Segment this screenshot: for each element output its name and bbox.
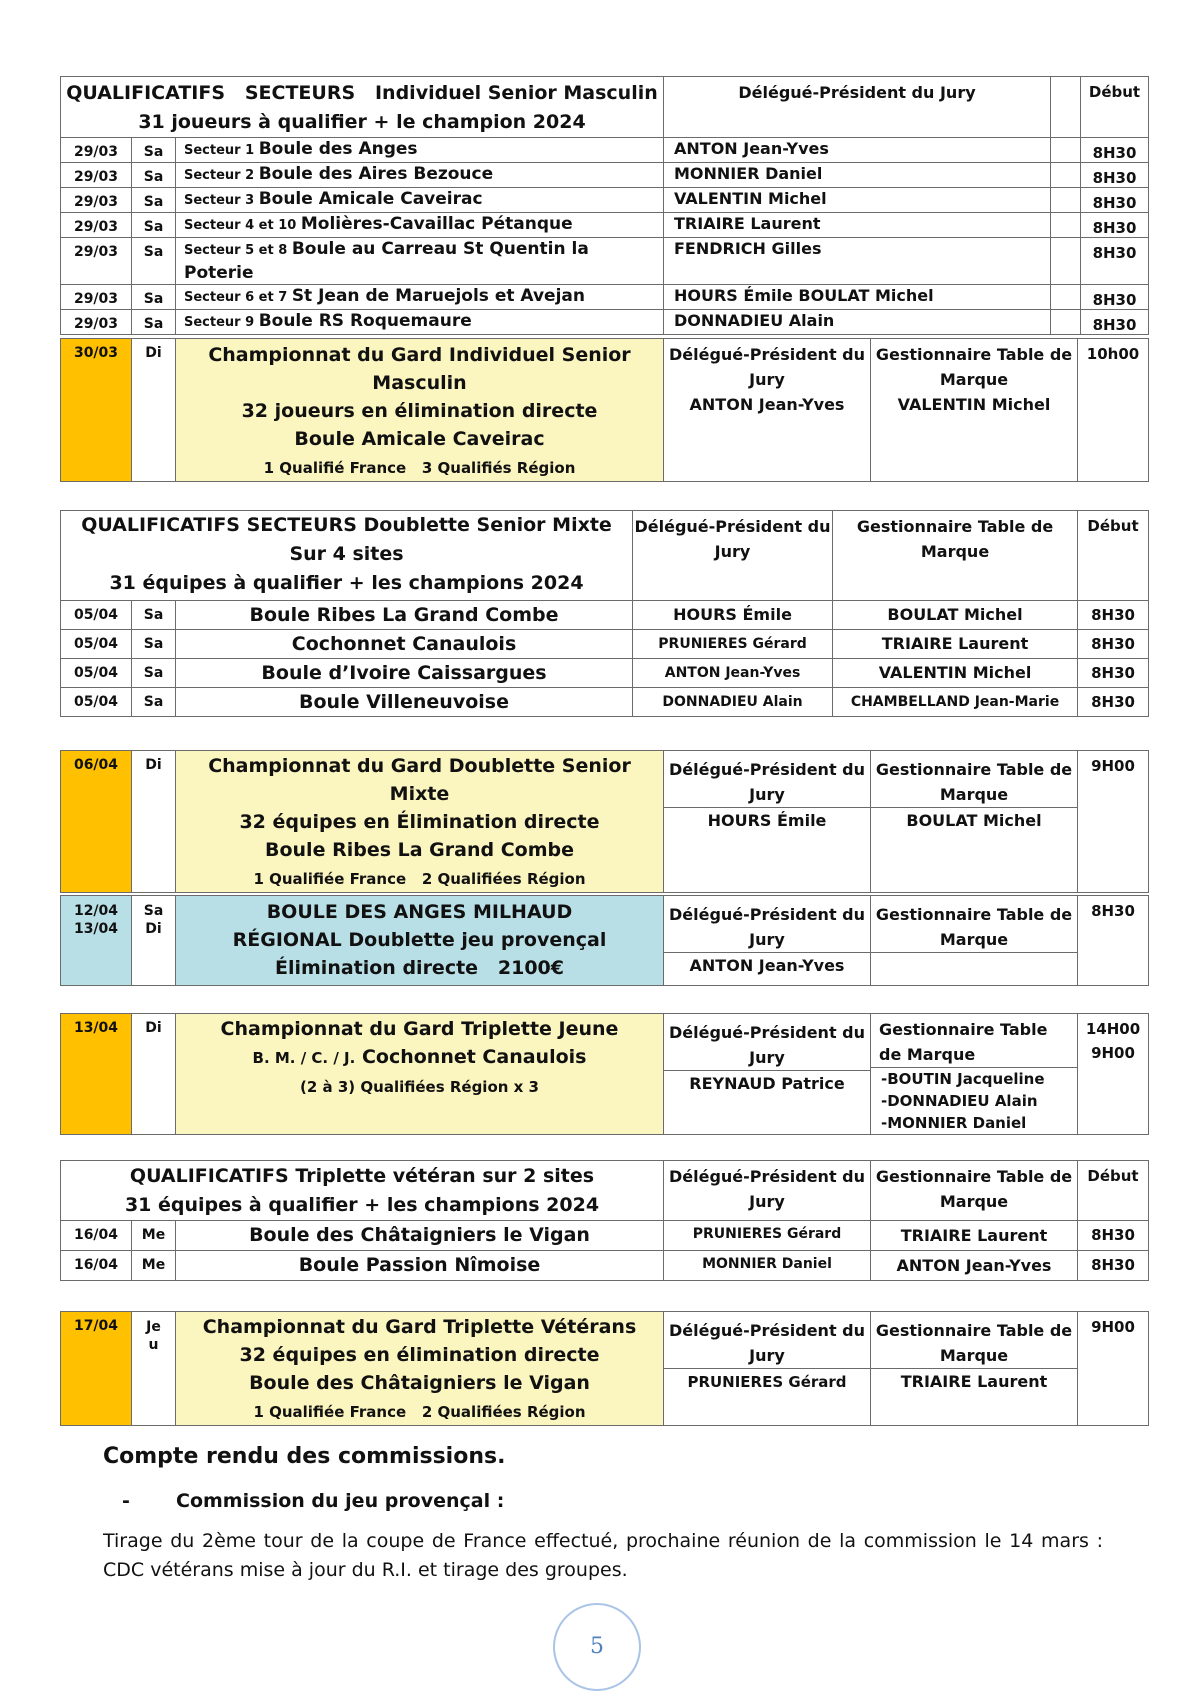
bullet-dash: - (122, 1490, 130, 1512)
block6-delegue-name: REYNAUD Patrice (689, 1074, 845, 1093)
row-date: 29/03 (61, 310, 132, 335)
block2-gest-name: VALENTIN Michel (897, 395, 1051, 414)
row-gest: CHAMBELLAND Jean-Marie (833, 688, 1078, 717)
row-debut: 8H30 (1081, 138, 1149, 163)
row-delegue: HOURS Émile BOULAT Michel (664, 285, 1051, 310)
row-club-name: Boule RS Roquemaure (258, 311, 472, 331)
championnat-triplette-jeune-table (60, 1013, 1149, 1135)
block3-title-line1: QUALIFICATIFS SECTEURS Doublette Senior Mixte (81, 514, 612, 536)
block1-debut-header: Début (1081, 77, 1149, 138)
block5-date2: 13/04 (73, 921, 119, 937)
row-empty (1051, 163, 1081, 188)
row-gest: TRIAIRE Laurent (833, 630, 1078, 659)
row-club-name: Molières-Cavaillac Pétanque (300, 214, 573, 234)
block8-date: 17/04 (61, 1312, 132, 1426)
block7-title-line1: QUALIFICATIFS Triplette vétéran sur 2 sites (129, 1165, 595, 1187)
row-debut: 8H30 (1081, 188, 1149, 213)
block4-delegue-name: HOURS Émile (707, 811, 827, 830)
row-debut: 8H30 (1081, 163, 1149, 188)
qualificatifs-doublette-table (60, 510, 1149, 717)
block6-gest (871, 1014, 1078, 1135)
block7-debut-header: Début (1078, 1161, 1149, 1221)
block5-day1: Sa (143, 903, 164, 919)
row-empty (1051, 213, 1081, 238)
table-row (61, 188, 1149, 213)
block6-debut-2: 9H00 (1091, 1044, 1135, 1062)
block8-day: Je u (132, 1312, 176, 1426)
block1-title (61, 77, 664, 138)
block4-gest-label: Gestionnaire Table de Marque (871, 754, 1077, 808)
block4-delegue (664, 751, 871, 893)
block6-debut-1: 14H00 (1085, 1020, 1141, 1038)
block1-empty-header (1051, 77, 1081, 138)
row-empty (1051, 238, 1081, 285)
row-day: Sa (132, 138, 176, 163)
block6-categories: B. M. / C. / J. (252, 1049, 356, 1067)
row-secteur: Secteur 5 et 8 (184, 243, 292, 258)
table-row (61, 163, 1149, 188)
row-gest: TRIAIRE Laurent (871, 1221, 1078, 1251)
row-empty (1051, 188, 1081, 213)
block8-delegue-label: Délégué-Président du Jury (664, 1315, 870, 1369)
row-date: 05/04 (61, 601, 132, 630)
row-debut: 8H30 (1078, 1221, 1149, 1251)
row-date: 29/03 (61, 188, 132, 213)
row-delegue: ANTON Jean-Yves (633, 659, 833, 688)
row-date: 29/03 (61, 285, 132, 310)
row-secteur: Secteur 6 et 7 (184, 290, 292, 305)
row-delegue: FENDRICH Gilles (664, 238, 1051, 285)
row-day: Sa (132, 688, 176, 717)
row-delegue: TRIAIRE Laurent (664, 213, 1051, 238)
block2-qualifies: 1 Qualifié France 3 Qualifiés Région (263, 459, 576, 477)
block2-date: 30/03 (61, 339, 132, 482)
block2-gest (871, 339, 1078, 482)
row-club (176, 310, 664, 335)
qualificatifs-individuel-table (60, 76, 1149, 335)
row-date: 16/04 (61, 1251, 132, 1281)
block6-day: Di (132, 1014, 176, 1135)
table-row (61, 1251, 1149, 1281)
table-row (61, 310, 1149, 335)
block2-gest-label: Gestionnaire Table de Marque (875, 345, 1073, 389)
block4-qualifies: 1 Qualifiée France 2 Qualifiées Région (253, 870, 586, 888)
row-debut: 8H30 (1078, 601, 1149, 630)
block2-line2: Masculin (372, 372, 467, 394)
block6-date: 13/04 (61, 1014, 132, 1135)
table-row (61, 238, 1149, 285)
row-secteur: Secteur 3 (184, 193, 259, 208)
block5-gest-label: Gestionnaire Table de Marque (871, 899, 1077, 953)
row-debut: 8H30 (1081, 238, 1149, 285)
block5-line2: RÉGIONAL Doublette jeu provençal (232, 929, 607, 951)
block3-gest-header: Gestionnaire Table de Marque (833, 511, 1078, 601)
row-club-name: Boule des Anges (258, 139, 418, 159)
row-day: Sa (132, 188, 176, 213)
table-row (61, 138, 1149, 163)
block2-day: Di (132, 339, 176, 482)
row-date: 05/04 (61, 659, 132, 688)
block5-days (132, 896, 176, 986)
row-day: Sa (132, 163, 176, 188)
block6-club: Cochonnet Canaulois (361, 1046, 587, 1068)
row-day: Sa (132, 285, 176, 310)
block6-line1: Championnat du Gard Triplette Jeune (220, 1018, 619, 1040)
block4-delegue-label: Délégué-Président du Jury (664, 754, 870, 808)
block6-delegue-label: Délégué-Président du Jury (664, 1017, 870, 1071)
row-day: Sa (132, 630, 176, 659)
row-date: 29/03 (61, 163, 132, 188)
row-club: Boule d’Ivoire Caissargues (176, 659, 633, 688)
row-club (176, 238, 664, 285)
row-day: Sa (132, 310, 176, 335)
block6-qualifies: (2 à 3) Qualifiées Région x 3 (300, 1078, 539, 1096)
row-empty (1051, 285, 1081, 310)
row-club: Boule Villeneuvoise (176, 688, 633, 717)
block8-debut: 9H00 (1078, 1312, 1149, 1426)
block5-day2: Di (145, 921, 162, 937)
row-date: 05/04 (61, 688, 132, 717)
block4-debut: 9H00 (1078, 751, 1149, 893)
row-secteur: Secteur 1 (184, 143, 259, 158)
row-gest: VALENTIN Michel (833, 659, 1078, 688)
row-secteur: Secteur 2 (184, 168, 259, 183)
row-day: Sa (132, 213, 176, 238)
row-day: Me (132, 1221, 176, 1251)
row-club: Boule Passion Nîmoise (176, 1251, 664, 1281)
block8-delegue-name: PRUNIERES Gérard (687, 1373, 847, 1391)
report-heading: Compte rendu des commissions. (103, 1444, 506, 1469)
row-debut: 8H30 (1078, 659, 1149, 688)
row-club (176, 285, 664, 310)
block5-dates (61, 896, 132, 986)
row-club (176, 138, 664, 163)
block6-gest-label: Gestionnaire Table de Marque (871, 1014, 1077, 1068)
row-debut: 8H30 (1078, 630, 1149, 659)
row-debut: 8H30 (1081, 213, 1149, 238)
block4-gest (871, 751, 1078, 893)
block7-title (61, 1161, 664, 1221)
table-row (61, 659, 1149, 688)
block6-gest-3: -MONNIER Daniel (881, 1114, 1027, 1132)
row-club-name: St Jean de Maruejols et Avejan (291, 286, 585, 306)
block7-delegue-header: Délégué-Président du Jury (664, 1161, 871, 1221)
block2-debut: 10h00 (1078, 339, 1149, 482)
block6-debut (1078, 1014, 1149, 1135)
row-club (176, 163, 664, 188)
row-date: 29/03 (61, 138, 132, 163)
block1-title-line2: 31 joueurs à qualifier + le champion 2024 (138, 111, 586, 133)
block5-delegue (664, 896, 871, 986)
championnat-doublette-table (60, 750, 1149, 893)
row-debut: 8H30 (1081, 310, 1149, 335)
block3-delegue-header: Délégué-Président du Jury (633, 511, 833, 601)
block3-title-line2: Sur 4 sites (289, 543, 404, 565)
regional-doublette-table (60, 895, 1149, 986)
block1-title-line1: QUALIFICATIFS SECTEURS Individuel Senior Masculin (66, 82, 658, 104)
block2-line3: 32 joueurs en élimination directe (241, 400, 598, 422)
block2-line1: Championnat du Gard Individuel Senior (208, 344, 631, 366)
block6-gest-2: -DONNADIEU Alain (881, 1092, 1038, 1110)
row-delegue: MONNIER Daniel (664, 163, 1051, 188)
block5-delegue-name: ANTON Jean-Yves (689, 956, 845, 975)
table-row (61, 213, 1149, 238)
block2-delegue-label: Délégué-Président du Jury (668, 345, 866, 389)
block6-title (176, 1014, 664, 1135)
block4-day: Di (132, 751, 176, 893)
row-delegue: MONNIER Daniel (664, 1251, 871, 1281)
block4-line2: 32 équipes en Élimination directe (239, 811, 600, 833)
row-delegue: VALENTIN Michel (664, 188, 1051, 213)
row-date: 16/04 (61, 1221, 132, 1251)
row-club-name: Boule des Aires Bezouce (258, 164, 494, 184)
row-date: 05/04 (61, 630, 132, 659)
block8-gest (871, 1312, 1078, 1426)
block6-gest-1: -BOUTIN Jacqueline (881, 1070, 1045, 1088)
block8-line1: Championnat du Gard Triplette Vétérans (202, 1316, 637, 1338)
table-row (61, 688, 1149, 717)
row-delegue: HOURS Émile (633, 601, 833, 630)
block8-line2: 32 équipes en élimination directe (239, 1344, 600, 1366)
row-day: Sa (132, 659, 176, 688)
block4-line3: Boule Ribes La Grand Combe (265, 839, 574, 861)
block8-gest-label: Gestionnaire Table de Marque (871, 1315, 1077, 1369)
block3-title (61, 511, 633, 601)
row-debut: 8H30 (1078, 688, 1149, 717)
row-day: Sa (132, 238, 176, 285)
row-club-name: Boule au Carreau St Quentin la Poterie (184, 239, 589, 283)
table-row (61, 601, 1149, 630)
block8-title (176, 1312, 664, 1426)
block4-gest-name: BOULAT Michel (906, 811, 1042, 830)
block5-title (176, 896, 664, 986)
block4-line1: Championnat du Gard Doublette Senior Mixte (208, 755, 631, 805)
row-club: Boule Ribes La Grand Combe (176, 601, 633, 630)
row-club (176, 213, 664, 238)
block5-line1: BOULE DES ANGES MILHAUD (266, 901, 573, 923)
block3-debut-header: Début (1078, 511, 1149, 601)
block8-delegue (664, 1312, 871, 1426)
row-delegue: DONNADIEU Alain (664, 310, 1051, 335)
row-day: Me (132, 1251, 176, 1281)
row-gest: ANTON Jean-Yves (871, 1251, 1078, 1281)
block2-line4: Boule Amicale Caveirac (294, 428, 545, 450)
row-date: 29/03 (61, 213, 132, 238)
block5-debut: 8H30 (1078, 896, 1149, 986)
row-club-name: Boule Amicale Caveirac (258, 189, 483, 209)
championnat-triplette-veterans-table (60, 1311, 1149, 1426)
commission-heading (122, 1490, 504, 1512)
row-club: Boule des Châtaigniers le Vigan (176, 1221, 664, 1251)
row-date: 29/03 (61, 238, 132, 285)
row-empty (1051, 138, 1081, 163)
table-row (61, 630, 1149, 659)
block5-delegue-label: Délégué-Président du Jury (664, 899, 870, 953)
block2-title (176, 339, 664, 482)
block3-title-line3: 31 équipes à qualifier + les champions 2024 (109, 572, 584, 594)
row-club: Cochonnet Canaulois (176, 630, 633, 659)
page-number: 5 (553, 1603, 641, 1691)
block7-gest-header: Gestionnaire Table de Marque (871, 1161, 1078, 1221)
row-delegue: ANTON Jean-Yves (664, 138, 1051, 163)
block8-qualifies: 1 Qualifiée France 2 Qualifiées Région (253, 1403, 586, 1421)
table-row (61, 1221, 1149, 1251)
block6-delegue (664, 1014, 871, 1135)
row-delegue: DONNADIEU Alain (633, 688, 833, 717)
commission-title: Commission du jeu provençal : (176, 1490, 505, 1512)
qualificatifs-triplette-veteran-table (60, 1160, 1149, 1281)
row-delegue: PRUNIERES Gérard (633, 630, 833, 659)
block2-delegue (664, 339, 871, 482)
row-day: Sa (132, 601, 176, 630)
block8-gest-name: TRIAIRE Laurent (900, 1372, 1048, 1391)
championnat-individuel-table (60, 338, 1149, 482)
row-delegue: PRUNIERES Gérard (664, 1221, 871, 1251)
block4-title (176, 751, 664, 893)
block7-title-line2: 31 équipes à qualifier + les champions 2024 (124, 1194, 600, 1216)
row-empty (1051, 310, 1081, 335)
block5-gest (871, 896, 1078, 986)
block8-line3: Boule des Châtaigniers le Vigan (249, 1372, 590, 1394)
block5-date1: 12/04 (73, 903, 119, 919)
row-club (176, 188, 664, 213)
block1-delegue-header: Délégué-Président du Jury (664, 77, 1051, 138)
block5-line3: Élimination directe 2100€ (275, 957, 564, 979)
row-gest: BOULAT Michel (833, 601, 1078, 630)
commission-text: Tirage du 2ème tour de la coupe de France effectué, prochaine réunion de la commission le 14 mars : CDC vétérans mise à jour du R.I. et tirage des groupes. (103, 1530, 1103, 1581)
block2-delegue-name: ANTON Jean-Yves (689, 395, 845, 414)
block4-date: 06/04 (61, 751, 132, 893)
row-debut: 8H30 (1078, 1251, 1149, 1281)
row-debut: 8H30 (1081, 285, 1149, 310)
row-secteur: Secteur 4 et 10 (184, 218, 301, 233)
table-row (61, 285, 1149, 310)
row-secteur: Secteur 9 (184, 315, 259, 330)
